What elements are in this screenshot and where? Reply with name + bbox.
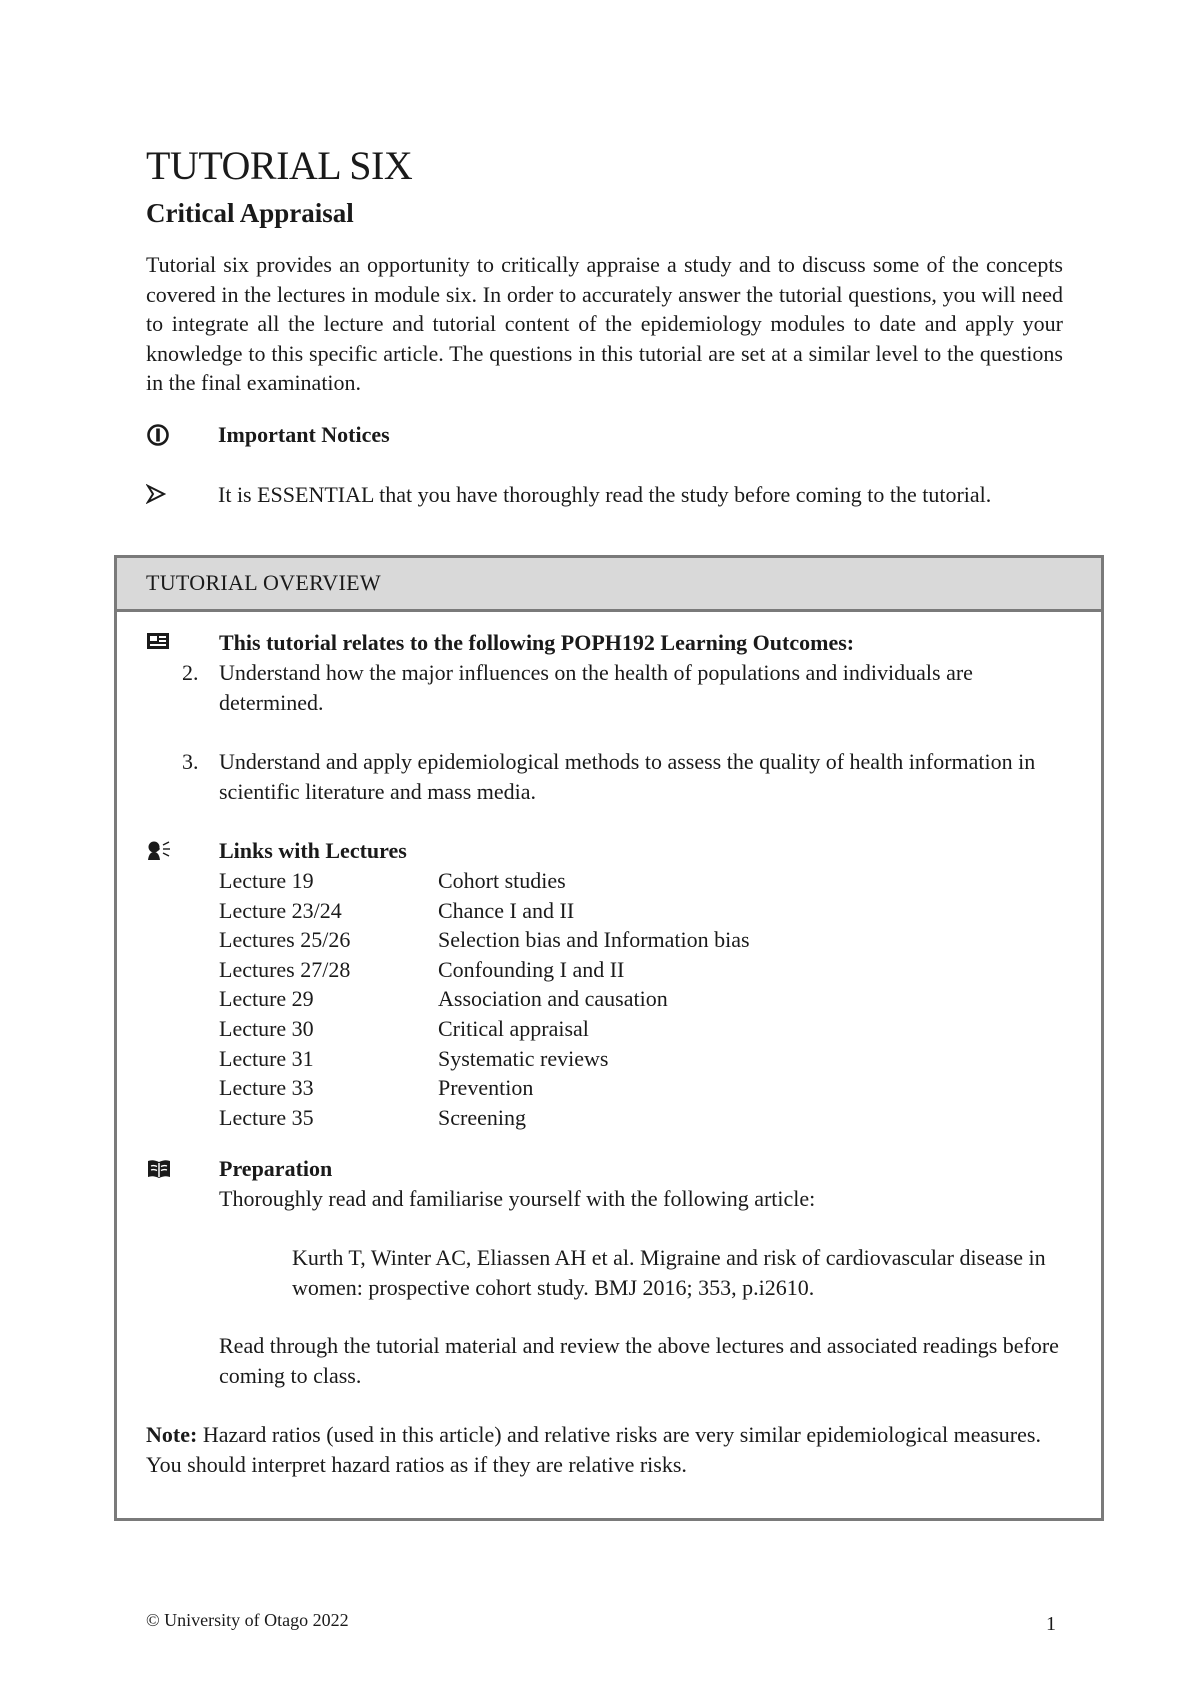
copyright-footer: © University of Otago 2022 [146, 1610, 349, 1630]
preparation-heading: Preparation [219, 1156, 333, 1181]
outcomes-heading: This tutorial relates to the following POPH192 Learning Outcomes: [219, 630, 855, 655]
tutorial-overview-header [117, 558, 1101, 612]
lecture-row [219, 1073, 919, 1103]
lecture-topic: Confounding I and II [438, 956, 625, 982]
note-label: Note: [146, 1422, 198, 1447]
outcome-text: Understand and apply epidemiological methods to assess the quality of health information in scientific literature and mass media. [219, 749, 1036, 804]
article-citation: Kurth T, Winter AC, Eliassen AH et al. Migraine and risk of cardiovascular disease in women: prospective cohort study. BMJ 2016; 353, p.i2610. [292, 1245, 1046, 1300]
lecture-row [219, 1044, 919, 1074]
preparation-icon [146, 1158, 172, 1180]
lecture-row [219, 925, 919, 955]
lecture-row [219, 984, 919, 1014]
lectures-heading: Links with Lectures [219, 838, 407, 863]
important-notice-text: It is ESSENTIAL that you have thoroughly read the study before coming to the tutorial. [218, 482, 992, 507]
page-subtitle: Critical Appraisal [146, 198, 354, 228]
page-number: 1 [1046, 1613, 1056, 1635]
lecture-code: Lecture 23/24 [219, 897, 342, 923]
arrow-bullet-icon [146, 480, 176, 513]
lecture-topic: Selection bias and Information bias [438, 927, 750, 953]
lecture-row [219, 866, 919, 896]
lecture-row [219, 1014, 919, 1044]
lecture-code: Lecture 19 [219, 868, 314, 893]
important-notices-heading: Important Notices [218, 422, 390, 447]
lecture-code: Lecture 29 [219, 986, 314, 1012]
preparation-reading-note: Read through the tutorial material and review the above lectures and associated readings before coming to class. [219, 1333, 1059, 1388]
hazard-ratio-note [146, 1420, 1071, 1479]
lecture-row [219, 1103, 919, 1133]
lecture-topic: Critical appraisal [438, 1016, 589, 1041]
lecture-topic: Systematic reviews [438, 1045, 609, 1071]
lecture-topic: Screening [438, 1104, 526, 1130]
important-notices-heading-row [146, 420, 1063, 450]
lecture-code: Lectures 25/26 [219, 927, 351, 953]
lecture-code: Lecture 30 [219, 1016, 314, 1041]
outcome-number: 3. [182, 749, 199, 774]
lecture-topic: Cohort studies [438, 868, 566, 893]
intro-paragraph: Tutorial six provides an opportunity to critically appraise a study and to discuss some of the concepts covered in the lectures in module six. In order to accurately answer the tutorial questions, you will need to integrate all the lecture and tutorial content of the epidemiology modules to date and apply your knowledge to this specific article. The questions in this tutorial are set at a similar level to the questions in the final examination. [146, 252, 1063, 396]
outcome-text: Understand how the major influences on the health of populations and individuals are determined. [219, 660, 973, 715]
lecture-topic: Prevention [438, 1075, 534, 1101]
lecture-row [219, 896, 919, 926]
tutorial-overview-title: TUTORIAL OVERVIEW [146, 570, 381, 595]
lecture-speaker-icon [146, 840, 172, 862]
lecture-code: Lecture 35 [219, 1104, 314, 1130]
important-icon [146, 420, 176, 456]
preparation-instruction: Thoroughly read and familiarise yourself with the following article: [219, 1186, 816, 1211]
note-text: Hazard ratios (used in this article) and relative risks are very similar epidemiological measures. You should interpret hazard ratios as if they are relative risks. [146, 1422, 1041, 1477]
lecture-code: Lecture 31 [219, 1045, 314, 1071]
lecture-row [219, 955, 919, 985]
outcomes-icon [146, 632, 172, 654]
page-title: TUTORIAL SIX [146, 143, 413, 188]
outcome-number: 2. [182, 660, 199, 685]
lecture-topic: Chance I and II [438, 897, 575, 923]
important-notice-item [146, 480, 1063, 540]
lecture-topic: Association and causation [438, 986, 668, 1012]
lecture-code: Lectures 27/28 [219, 956, 351, 982]
lecture-code: Lecture 33 [219, 1075, 314, 1101]
